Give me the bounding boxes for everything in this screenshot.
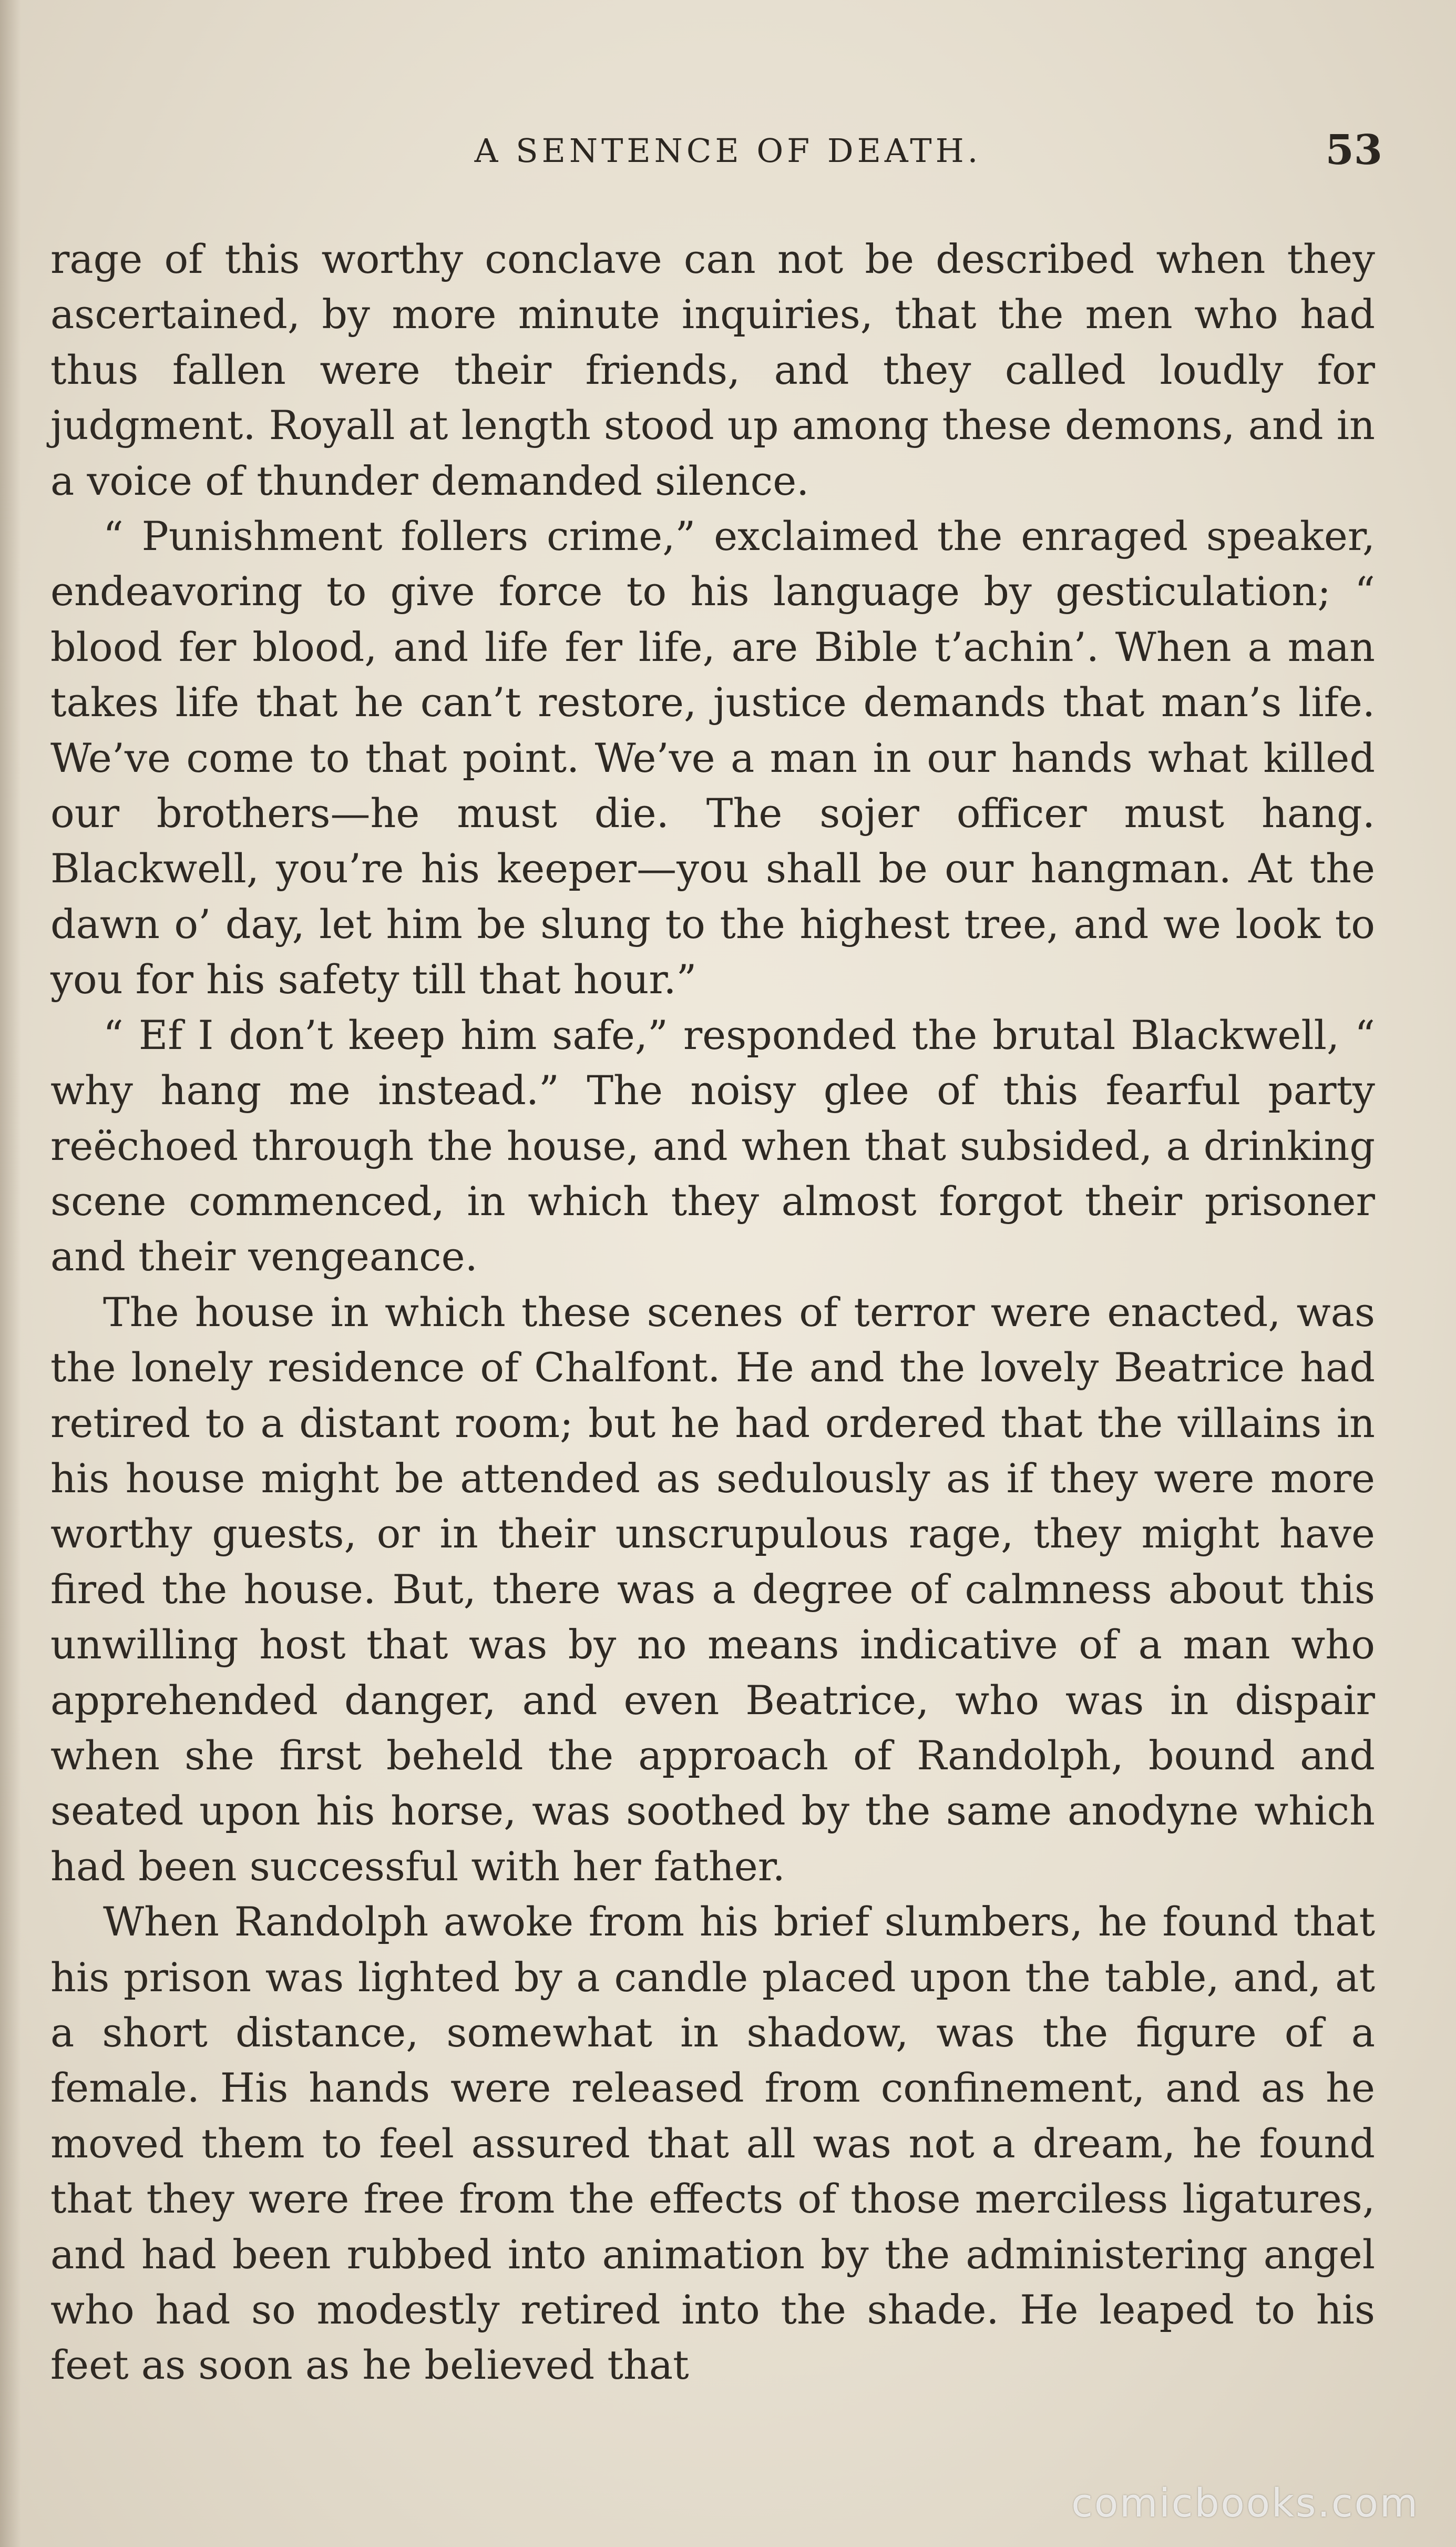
page-header (0, 126, 1456, 189)
running-head: A SENTENCE OF DEATH. (474, 131, 982, 170)
page-number: 53 (1325, 126, 1382, 174)
paragraph: “ Ef I don’t keep him safe,” responded the brutal Blackwell, “ why hang me instead.” The noisy glee of this fearful party reëchoed through the house, and when that subsided, a drinking scene commenced, in which they almost forgot their prisoner and their vengeance. (50, 1011, 1375, 1280)
watermark: comicbooks.com (1071, 2481, 1419, 2526)
paragraph: When Randolph awoke from his brief slumbers, he found that his prison was lighted by a candle placed upon the table, and, at a short distance, somewhat in shadow, was the figure of a female. His hands were released from confinement, and as he moved them to feel assured that all was not a dream, he found that they were free from the effects of those merciless ligatures, and had been rubbed into animation by the administering angel who had so modestly retired into the shade. He leaped to his feet as soon as he believed that (50, 1898, 1375, 2389)
paragraph: “ Punishment follers crime,” exclaimed the enraged speaker, endeavoring to give force to his language by gesticulation; “ blood fer blood, and life fer life, are Bible t’achin’. When a man takes life that he can’t restore, justice demands that man’s life. We’ve come to that point. We’ve a man in our hands what killed our brothers—he must die. The sojer officer must hang. Blackwell, you’re his keeper—you shall be our hangman. At the dawn o’ day, let him be slung to the highest tree, and we look to you for his safety till that hour.” (50, 513, 1375, 1003)
body-text (50, 231, 1375, 2393)
page-gutter-shadow (0, 0, 21, 2547)
paragraph: rage of this worthy conclave can not be described when they ascertained, by more minute inquiries, that the men who had thus fallen were their friends, and they called loudly for judgment. Royall at length stood up among these demons, and in a voice of thunder demanded silence. (50, 236, 1375, 504)
paragraph: The house in which these scenes of terror were enacted, was the lonely residence of Chalfont. He and the lovely Beatrice had retired to a distant room; but he had ordered that the villains in his house might be attended as sedulously as if they were more worthy guests, or in their unscrupulous rage, they might have fired the house. But, there was a degree of calmness about this unwilling host that was by no means indicative of a man who apprehended danger, and even Beatrice, who was in dispair when she first beheld the approach of Randolph, bound and seated upon his horse, was soothed by the same anodyne which had been successful with her father. (50, 1288, 1375, 1890)
